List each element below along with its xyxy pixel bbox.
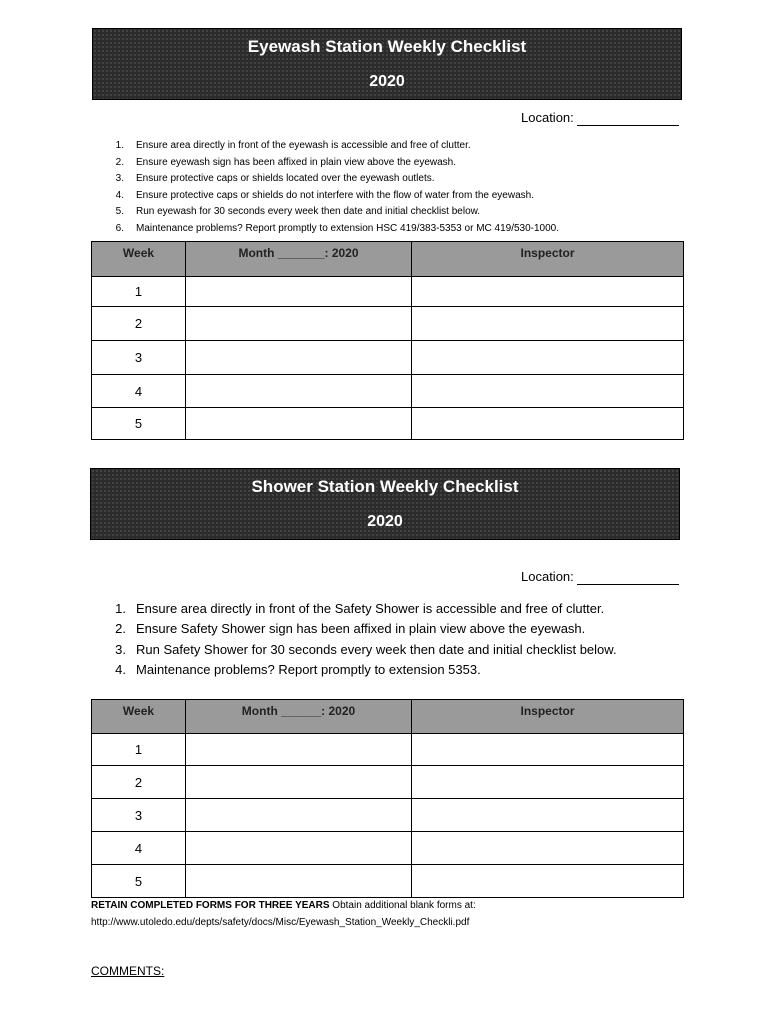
week-number: 1: [92, 734, 186, 766]
retention-rest: Obtain additional blank forms at:: [329, 900, 476, 911]
list-item: 2. Ensure Safety Shower sign has been affixed in plain view above the eyewash.: [115, 621, 586, 637]
header-week: Week: [92, 242, 186, 277]
list-item: 4. Ensure protective caps or shields do not interfere with the flow of water from the eyewash.: [115, 189, 534, 201]
shower-checklist-table: [91, 699, 684, 898]
table-row: [92, 766, 684, 799]
eyewash-instructions: [115, 138, 696, 237]
inspector-cell[interactable]: [412, 865, 684, 898]
week-number: 3: [92, 799, 186, 832]
week-number: 2: [92, 766, 186, 799]
list-item: 1. Ensure area directly in front of the eyewash is accessible and free of clutter.: [115, 140, 471, 151]
inspector-cell[interactable]: [412, 799, 684, 832]
month-cell[interactable]: [186, 408, 412, 440]
table-row: [92, 408, 684, 440]
month-cell[interactable]: [186, 734, 412, 766]
inspector-cell[interactable]: [412, 408, 684, 440]
month-cell[interactable]: [186, 766, 412, 799]
table-row: [92, 734, 684, 766]
week-number: 1: [92, 277, 186, 307]
week-number: 4: [92, 375, 186, 408]
eyewash-location-field[interactable]: [577, 110, 679, 126]
eyewash-location-label: Location:: [521, 110, 574, 125]
shower-year: 2020: [367, 513, 403, 530]
inspector-cell[interactable]: [412, 734, 684, 766]
inspector-cell[interactable]: [412, 375, 684, 408]
shower-location-label: Location:: [521, 569, 574, 584]
week-number: 5: [92, 865, 186, 898]
eyewash-location: [521, 110, 679, 126]
month-cell[interactable]: [186, 307, 412, 341]
table-row: [92, 375, 684, 408]
shower-title-banner: [90, 468, 680, 540]
eyewash-title-banner: [92, 28, 682, 100]
month-cell[interactable]: [186, 375, 412, 408]
list-item: 5. Run eyewash for 30 seconds every week then date and initial checklist below.: [115, 206, 481, 217]
week-number: 2: [92, 307, 186, 341]
header-month: Month ______: 2020: [186, 700, 412, 734]
forms-url[interactable]: http://www.utoledo.edu/depts/safety/docs/Misc/Eyewash_Station_Weekly_Checkli.pdf: [91, 917, 470, 928]
shower-instructions: [115, 599, 696, 680]
header-inspector: Inspector: [412, 700, 684, 734]
eyewash-title: Eyewash Station Weekly Checklist: [247, 37, 527, 56]
eyewash-checklist-table: [91, 241, 684, 440]
inspector-cell[interactable]: [412, 832, 684, 865]
table-row: [92, 799, 684, 832]
inspector-cell[interactable]: [412, 766, 684, 799]
list-item: 3. Run Safety Shower for 30 seconds every week then date and initial checklist below.: [115, 641, 617, 657]
list-item: 3. Ensure protective caps or shields located over the eyewash outlets.: [115, 173, 435, 184]
header-inspector: Inspector: [412, 242, 684, 277]
list-item: 2. Ensure eyewash sign has been affixed in plain view above the eyewash.: [115, 156, 457, 168]
list-item: 6. Maintenance problems? Report promptly to extension HSC 419/383-5353 or MC 419/530-1000.: [115, 222, 560, 234]
week-number: 3: [92, 341, 186, 375]
month-cell[interactable]: [186, 277, 412, 307]
month-cell[interactable]: [186, 341, 412, 375]
comments-label: COMMENTS:: [91, 964, 165, 978]
month-cell[interactable]: [186, 832, 412, 865]
shower-location: [521, 569, 679, 585]
header-week: Week: [92, 700, 186, 734]
month-cell[interactable]: [186, 799, 412, 832]
month-cell[interactable]: [186, 865, 412, 898]
shower-location-field[interactable]: [577, 569, 679, 585]
retention-note: [91, 900, 476, 911]
inspector-cell[interactable]: [412, 341, 684, 375]
list-item: 4. Maintenance problems? Report promptly to extension 5353.: [115, 661, 481, 677]
header-month: Month _______: 2020: [186, 242, 412, 277]
table-row: [92, 277, 684, 307]
table-row: [92, 307, 684, 341]
list-item: 1. Ensure area directly in front of the Safety Shower is accessible and free of clutter.: [115, 601, 605, 616]
retention-bold: RETAIN COMPLETED FORMS FOR THREE YEARS: [91, 900, 330, 911]
table-row: [92, 341, 684, 375]
shower-title: Shower Station Weekly Checklist: [251, 477, 519, 496]
week-number: 4: [92, 832, 186, 865]
table-row: [92, 832, 684, 865]
table-row: [92, 865, 684, 898]
week-number: 5: [92, 408, 186, 440]
inspector-cell[interactable]: [412, 307, 684, 341]
inspector-cell[interactable]: [412, 277, 684, 307]
eyewash-year: 2020: [369, 73, 405, 90]
